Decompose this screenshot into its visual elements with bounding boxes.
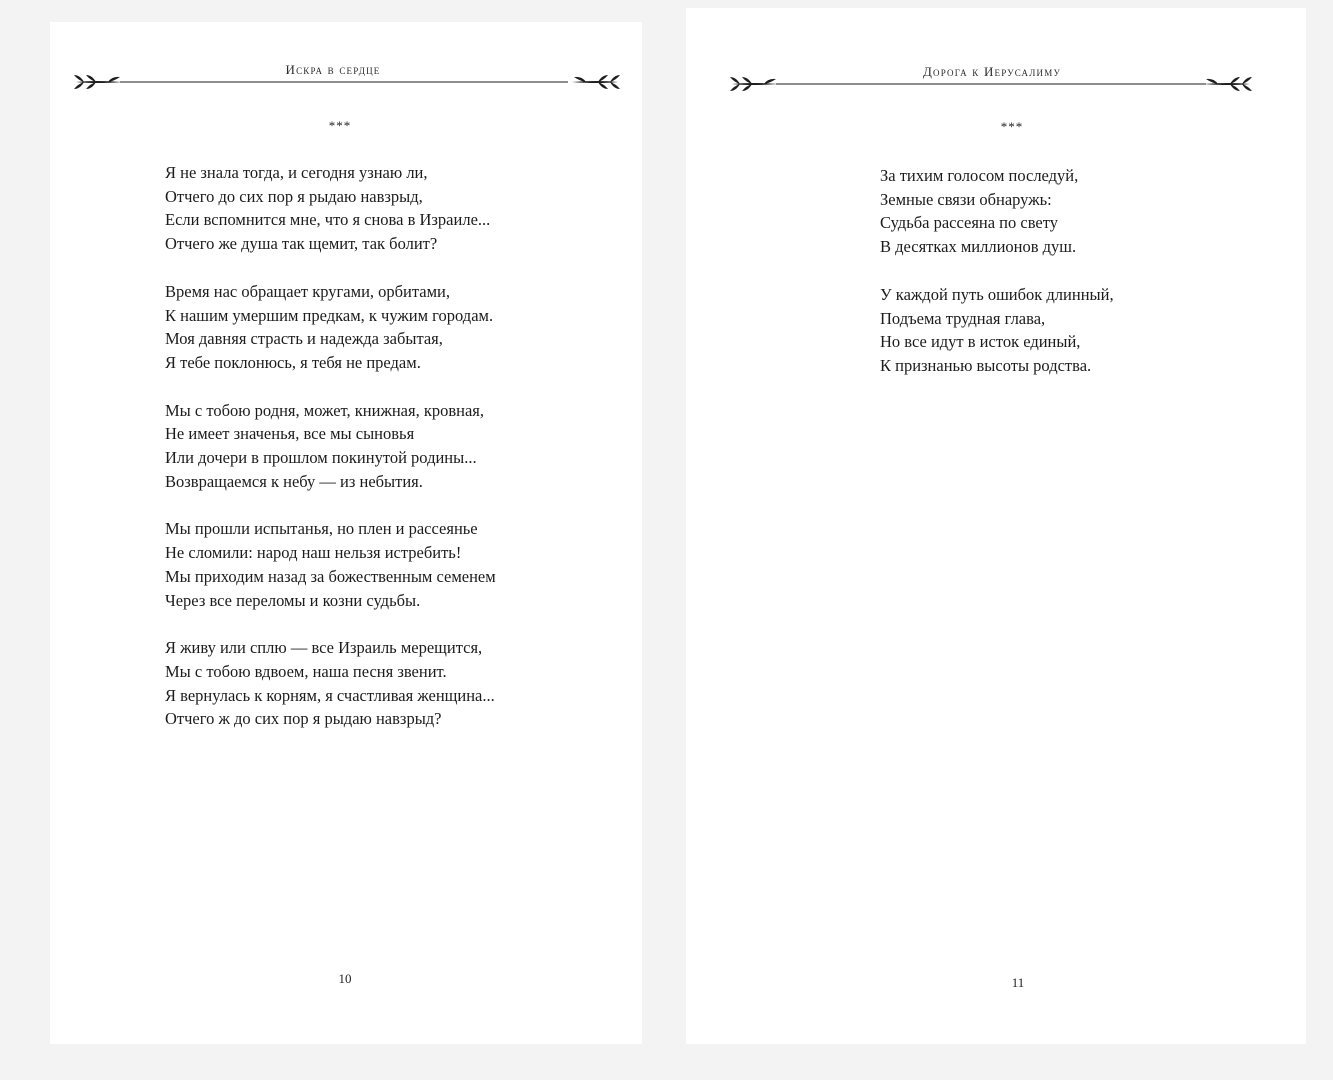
poem-line: Мы с тобою вдвоем, наша песня звенит. (165, 661, 447, 681)
poem-line: Возвращаемся к небу — из небытия. (165, 471, 423, 491)
running-head: Дорога к Иерусалиму (922, 64, 1062, 79)
leaf-sprig-icon (1204, 77, 1252, 91)
poem-line: Я тебе поклонюсь, я тебя не предам. (165, 352, 421, 372)
leaf-sprig-icon (730, 77, 778, 91)
section-separator: *** (328, 118, 352, 133)
poem-line: Я не знала тогда, и сегодня узнаю ли, (165, 163, 428, 182)
section-separator: *** (1000, 119, 1024, 134)
poem-line: Подъема трудная глава, (880, 308, 1046, 328)
poem-line: Не сломили: народ наш нельзя истребить! (165, 543, 462, 563)
left-page (50, 22, 642, 1044)
poem-line: Я живу или сплю — все Израиль мерещится, (165, 638, 483, 658)
stanza (165, 517, 496, 612)
poem-line: Мы прошли испытанья, но плен и рассеянье (165, 519, 478, 539)
poem-line: Мы с тобою родня, может, книжная, кровная, (165, 400, 485, 420)
poem-body (165, 161, 496, 755)
poem-line: У каждой путь ошибок длинный, (880, 284, 1114, 304)
stanza (880, 283, 1114, 378)
stanza (165, 636, 496, 731)
poem-line: Или дочери в прошлом покинутой родины... (165, 448, 477, 468)
header-rule (74, 70, 620, 94)
poem-line: Моя давняя страсть и надежда забытая, (165, 329, 443, 349)
header-rule (730, 72, 1252, 96)
poem-body (880, 164, 1114, 402)
poem-line: Земные связи обнаружь: (880, 189, 1052, 209)
stanza (880, 164, 1114, 259)
stanza (165, 280, 496, 375)
leaf-sprig-icon (572, 75, 620, 89)
poem-line: Отчего до сих пор я рыдаю навзрыд, (165, 186, 423, 206)
right-page (686, 8, 1306, 1044)
stanza (165, 399, 496, 494)
poem-line: За тихим голосом последуй, (880, 166, 1079, 185)
poem-line: Время нас обращает кругами, орбитами, (165, 281, 451, 301)
leaf-sprig-icon (74, 75, 122, 89)
running-head: Искра в сердце (285, 62, 381, 77)
page-number: 11 (1011, 975, 1025, 990)
poem-line: К признанью высоты родства. (880, 355, 1092, 375)
poem-line: Не имеет значенья, все мы сыновья (165, 424, 415, 444)
poem-line: Судьба рассеяна по свету (880, 213, 1058, 233)
stanza (165, 161, 496, 256)
page-number: 10 (338, 971, 352, 986)
poem-line: Отчего же душа так щемит, так болит? (165, 234, 438, 254)
poem-line: К нашим умершим предкам, к чужим городам. (165, 305, 494, 325)
poem-line: В десятках миллионов душ. (880, 237, 1077, 257)
poem-line: Но все идут в исток единый, (880, 332, 1081, 352)
poem-line: Отчего ж до сих пор я рыдаю навзрыд? (165, 709, 442, 729)
poem-line: Если вспомнится мне, что я снова в Израиле... (165, 210, 491, 230)
poem-line: Мы приходим назад за божественным семенем (165, 566, 496, 586)
poem-line: Через все переломы и козни судьбы. (165, 590, 421, 610)
poem-line: Я вернулась к корням, я счастливая женщина... (165, 685, 495, 705)
